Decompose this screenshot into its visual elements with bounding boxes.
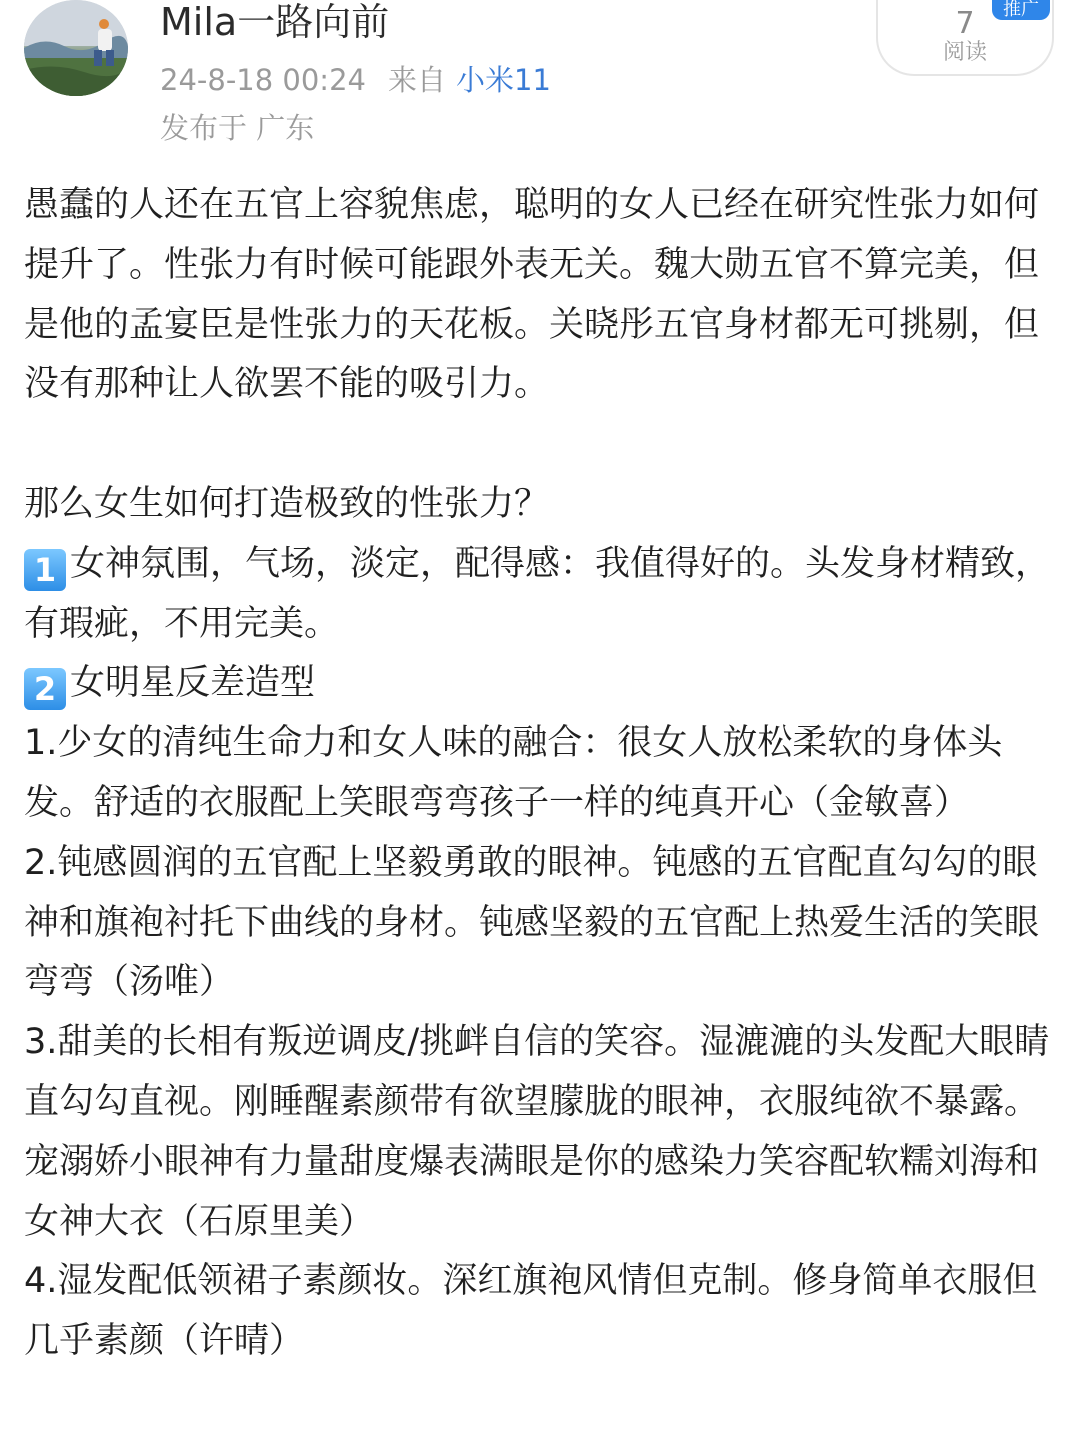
sub-item-2: 2.钝感圆润的五官配上坚毅勇敢的眼神。钝感的五官配直勾勾的眼神和旗袍衬托下曲线的身材。钝感坚毅的五官配上热爱生活的笑眼弯弯（汤唯） <box>24 842 1040 1003</box>
post-location: 发布于 广东 <box>160 111 315 145</box>
list-item-2-text: 女明星反差造型 <box>70 663 316 704</box>
paragraph-spacer <box>24 415 1054 475</box>
post-body <box>24 176 1054 1372</box>
sub-item-3: 3.甜美的长相有叛逆调皮/挑衅自信的笑容。湿漉漉的头发配大眼睛直勾勾直视。刚睡醒素颜带有欲望朦胧的眼神，衣服纯欲不暴露。宠溺娇小眼神有力量甜度爆表满眼是你的感染力笑容配软糯刘海和女神大衣（石原里美） <box>24 1022 1050 1242</box>
author-name[interactable]: Mila一路向前 <box>160 0 390 44</box>
read-label: 阅读 <box>942 40 987 65</box>
post-date: 24-8-18 00:24 <box>160 63 366 97</box>
post-meta <box>160 60 551 100</box>
avatar-image <box>24 0 128 96</box>
list-item-2 <box>24 654 1054 714</box>
source-label: 来自 <box>387 63 446 97</box>
device-link[interactable]: 小米11 <box>456 63 551 97</box>
sub-item-1: 1.少女的清纯生命力和女人味的融合：很女人放松柔软的身体头发。舒适的衣服配上笑眼弯弯孩子一样的纯真开心（金敏喜） <box>24 723 1003 823</box>
list-item-1-text: 女神氛围，气场，淡定，配得感：我值得好的。头发身材精致，有瑕疵，不用完美。 <box>24 543 1051 644</box>
paragraph-question: 那么女生如何打造极致的性张力？ <box>24 483 550 524</box>
sub-item-4: 4.湿发配低领裙子素颜妆。深红旗袍风情但克制。修身简单衣服但几乎素颜（许晴） <box>24 1261 1038 1362</box>
keycap-1-icon: 1 <box>24 549 66 591</box>
avatar[interactable] <box>24 0 128 96</box>
keycap-2-icon: 2 <box>24 668 66 710</box>
paragraph-intro: 愚蠢的人还在五官上容貌焦虑，聪明的女人已经在研究性张力如何提升了。性张力有时候可能跟外表无关。魏大勋五官不算完美，但是他的孟宴臣是性张力的天花板。关晓彤五官身材都无可挑剔，但没有那种让人欲罢不能的吸引力。 <box>24 185 1040 405</box>
list-item-1 <box>24 535 1054 655</box>
promo-badge[interactable]: 推广 <box>992 0 1050 20</box>
post-header <box>0 0 1080 150</box>
read-count: 7 <box>955 6 975 41</box>
